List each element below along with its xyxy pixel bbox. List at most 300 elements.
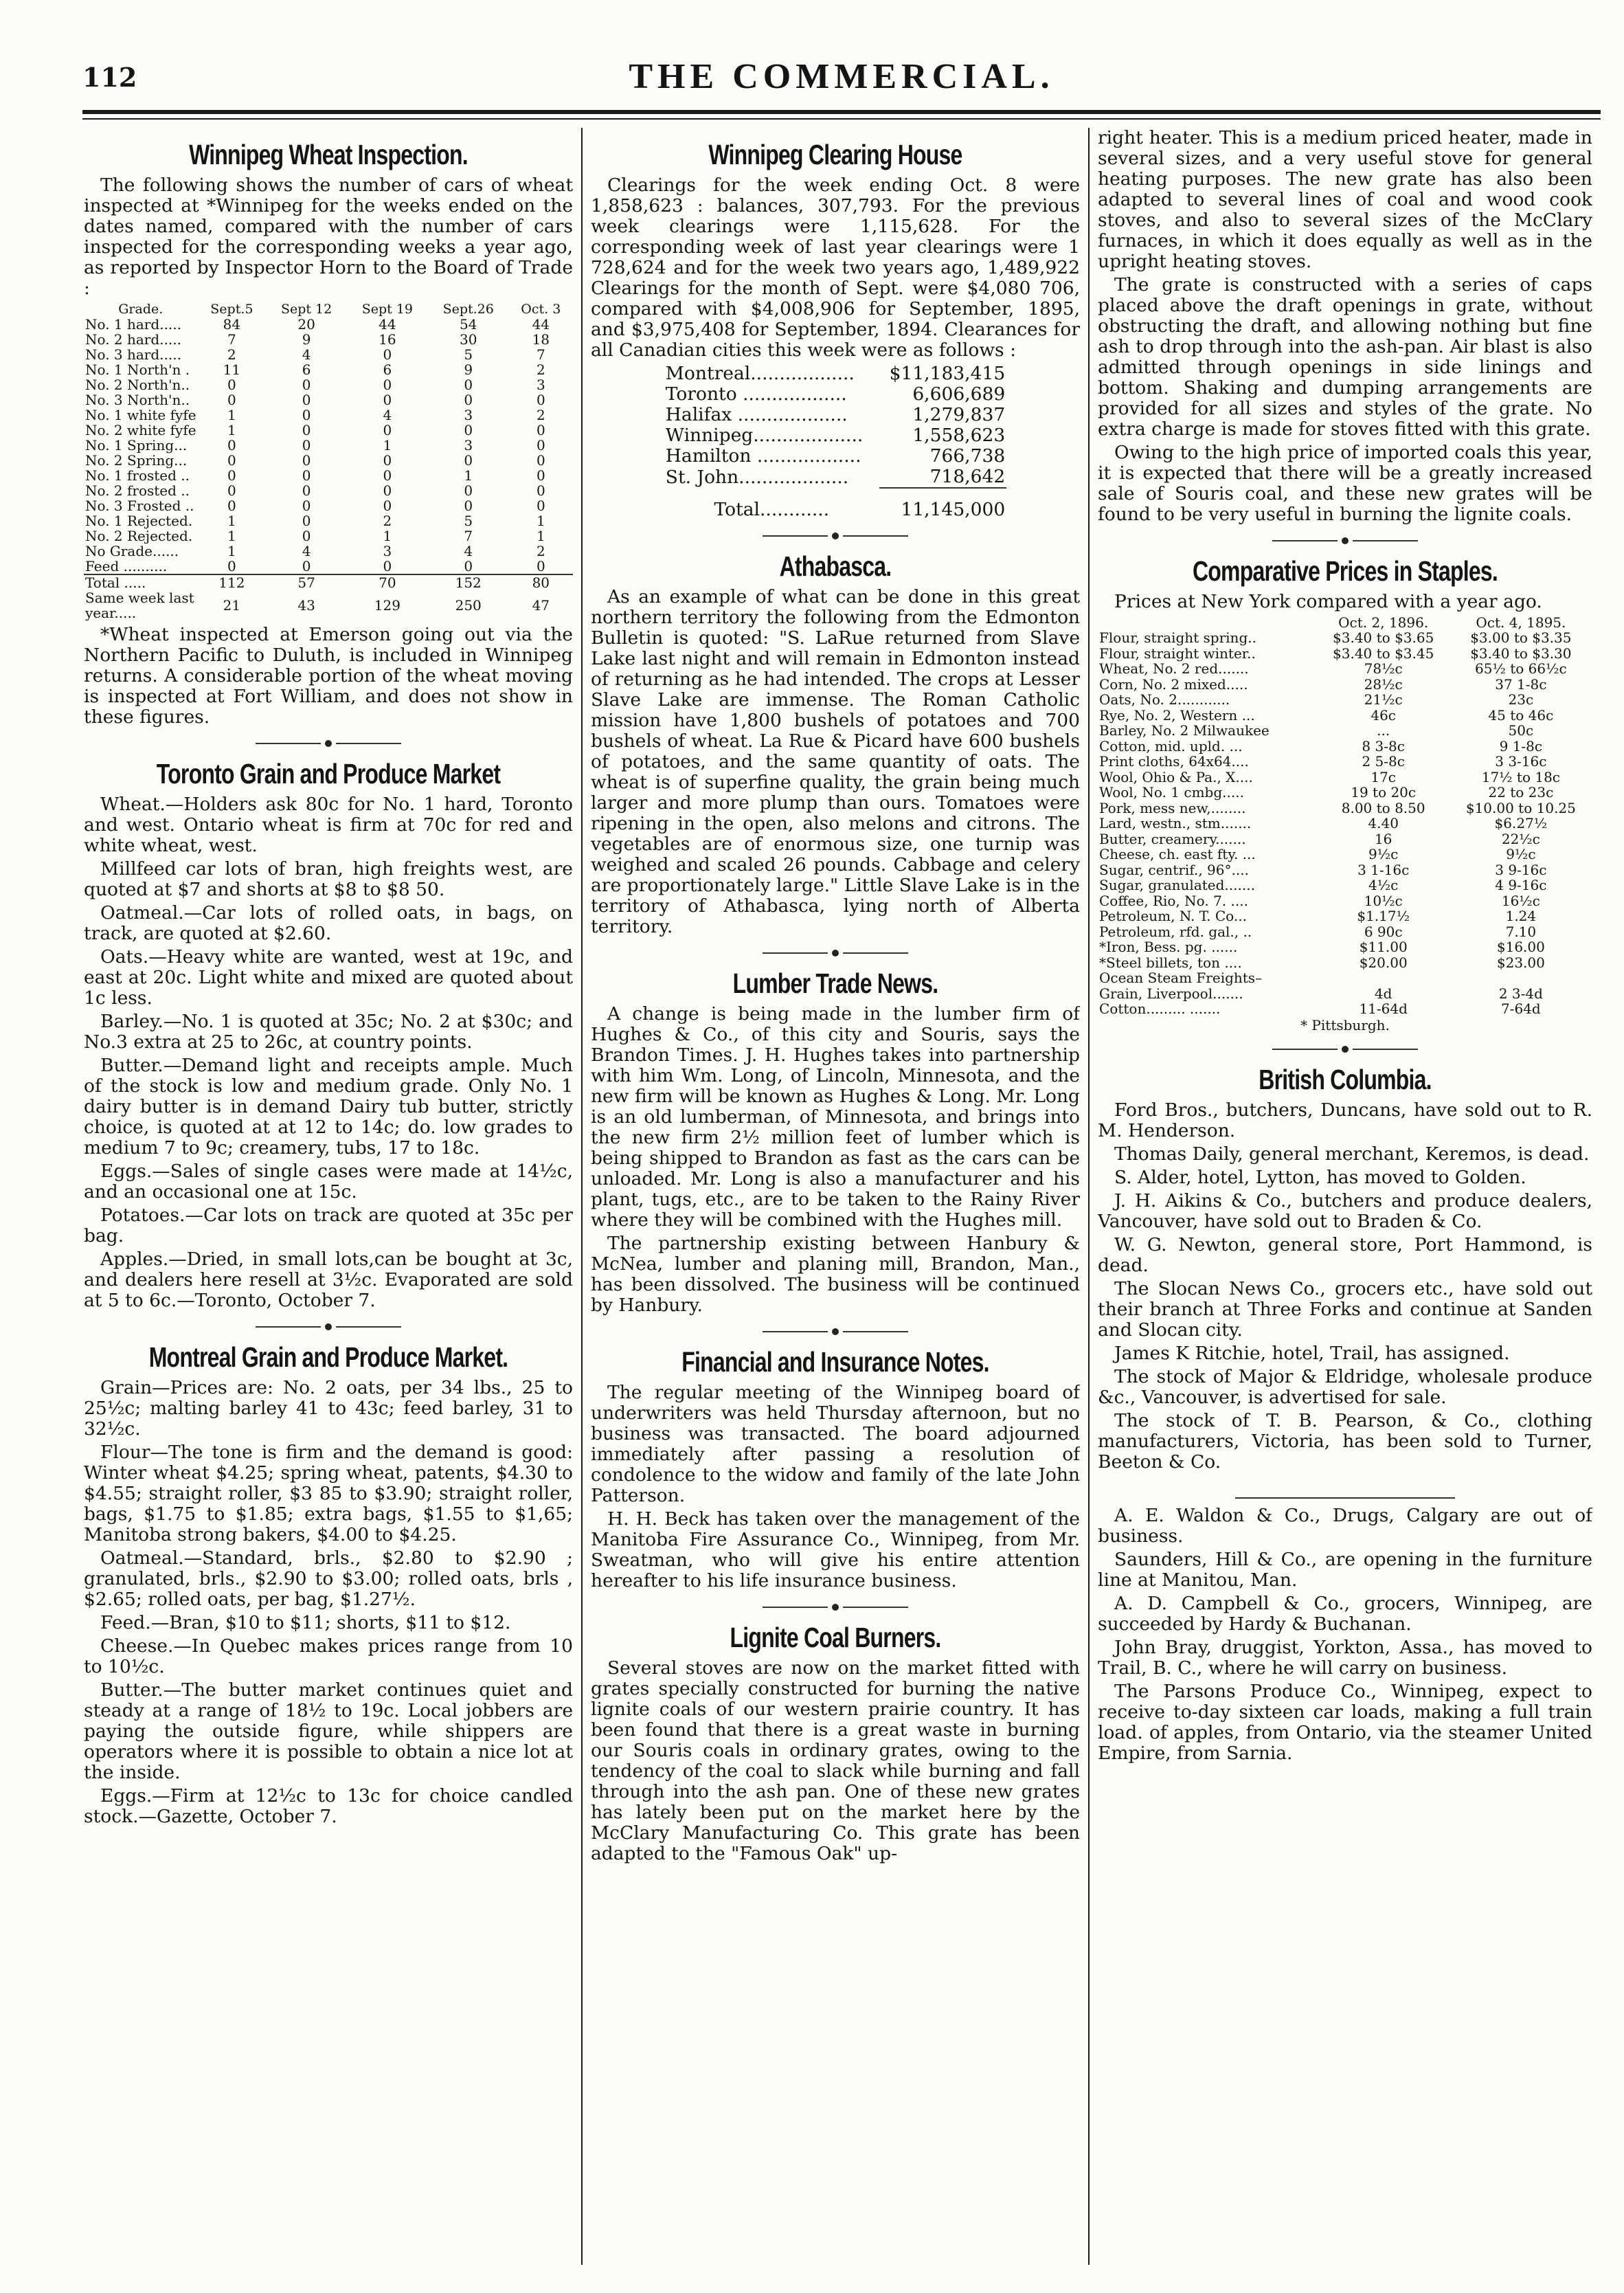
- table-cell: 50c: [1508, 722, 1534, 739]
- table-cell: 0: [464, 558, 473, 574]
- table-cell: No. 2 hard.....: [85, 331, 181, 348]
- table-cell: 84: [223, 316, 241, 333]
- table-cell: 65½ to 66½c: [1475, 660, 1567, 677]
- table-cell: $11.00: [1359, 939, 1408, 955]
- table-cell: 0: [227, 497, 236, 514]
- table-cell: 11: [223, 361, 241, 378]
- table-cell: 1: [227, 407, 236, 423]
- paragraph: The regular meeting of the Winnipeg board of underwriters was held Thursday afternoon, but no business was transacted. The board adjourned immediately after passing a resolution of condolence to the widow and family of the late John Patterson.: [591, 1382, 1080, 1506]
- table-cell: Same week last year.....: [85, 590, 194, 621]
- table-cell: *Iron, Bess. pg. ......: [1099, 939, 1238, 955]
- table-row: [664, 425, 1006, 446]
- table-cell: 2: [227, 346, 236, 363]
- table-row: [664, 467, 1006, 488]
- table-cell: Barley, No. 2 Milwaukee: [1099, 722, 1270, 739]
- paragraph: Wheat.—Holders ask 80c for No. 1 hard, Toronto and west. Ontario wheat is firm at 70c for red and white wheat, west.: [84, 794, 573, 856]
- table-cell: 0: [302, 513, 311, 529]
- table-cell: Flour, straight winter..: [1099, 645, 1256, 662]
- column-header: Sept.5: [210, 302, 253, 317]
- table-cell: 7.10: [1505, 923, 1537, 940]
- lignite-article: [591, 1622, 1080, 1864]
- column-header: Sept 12: [280, 302, 332, 317]
- table-cell: Grain, Liverpool.......: [1099, 985, 1243, 1002]
- financial-article: [591, 1346, 1080, 1591]
- table-row: [1098, 739, 1592, 754]
- table-cell: 0: [464, 452, 473, 469]
- table-cell: 1: [227, 422, 236, 438]
- paragraph: The Parsons Produce Co., Winnipeg, expect to receive to-day sixteen car loads, making a full train load. of apples, from Ontario, via the steamer United Empire, from Sarnia.: [1098, 1680, 1592, 1764]
- table-cell: No. 3 Frosted ..: [85, 497, 194, 514]
- section-separator: [591, 1328, 1080, 1335]
- table-cell: 0: [227, 437, 236, 454]
- table-cell: 0: [464, 422, 473, 438]
- table-cell: 8 3-8c: [1362, 737, 1405, 754]
- table-cell: 37 1-8c: [1495, 675, 1547, 693]
- table-cell: 0: [536, 422, 545, 438]
- table-row: [1098, 708, 1592, 724]
- table-cell: 0: [383, 392, 392, 408]
- table-cell: No. 1 white fyfe: [85, 407, 196, 423]
- table-cell: 1,558,623: [912, 425, 1006, 446]
- paragraph: John Bray, druggist, Yorkton, Assa., has moved to Trail, B. C., where he will carry on business.: [1098, 1636, 1592, 1679]
- table-cell: Cotton......... .......: [1099, 1000, 1221, 1017]
- table-row: [1098, 862, 1592, 878]
- wheat-inspection-article: [84, 139, 573, 728]
- table-cell: 3 3-16c: [1495, 753, 1547, 770]
- column-header: Sept 19: [361, 302, 414, 317]
- table-cell: Cheese, ch. east fty. ...: [1099, 846, 1256, 862]
- table-cell: 0: [302, 422, 311, 438]
- table-cell: 0: [383, 558, 392, 574]
- table-row: [1098, 785, 1592, 801]
- table-row: [84, 528, 573, 544]
- table-cell: 18: [532, 331, 550, 348]
- table-cell: 0: [227, 392, 236, 408]
- table-cell: 0: [227, 467, 236, 484]
- table-cell: No. 1 Spring...: [85, 437, 188, 454]
- page-number: 112: [82, 62, 137, 93]
- table-cell: $3.00 to $3.35: [1470, 629, 1572, 646]
- table-cell: 11-64d: [1359, 1000, 1408, 1017]
- table-cell: [1450, 970, 1592, 986]
- table-cell: Corn, No. 2 mixed.....: [1099, 675, 1248, 693]
- table-cell: 0: [383, 497, 392, 514]
- section-separator: [1098, 1497, 1592, 1499]
- lignite-continued: [1098, 128, 1592, 525]
- table-cell: 0: [227, 558, 236, 574]
- table-cell: 0: [536, 497, 545, 514]
- table-cell: 78½c: [1364, 660, 1403, 677]
- paragraph: Apples.—Dried, in small lots,can be bought at 3c, and dealers here resell at 3½c. Evaporated are sold at 5 to 6c.—Toronto, October 7.: [84, 1249, 573, 1311]
- table-cell: 3 9-16c: [1495, 861, 1547, 878]
- table-cell: Lard, westn., stm.......: [1099, 815, 1252, 831]
- table-cell: 3: [464, 407, 473, 423]
- table-cell: 5: [464, 513, 473, 529]
- toronto-article: [84, 758, 573, 1311]
- table-cell: 4: [383, 407, 392, 423]
- paragraph: Potatoes.—Car lots on track are quoted at 35c per bag.: [84, 1205, 573, 1246]
- table-cell: $1.17½: [1357, 908, 1410, 924]
- paragraph: Butter.—The butter market continues quiet and steady at a range of 18½ to 19c. Local jobbers are paying the outside figure, while shippers are operators where it is possible to obtain a nice lot at the inside.: [84, 1679, 573, 1783]
- section-separator: [591, 950, 1080, 957]
- article-intro: The following shows the number of cars of wheat inspected at *Winnipeg for the weeks ended on the dates named, compared with the number of cars inspected for the corresponding weeks a year ago, as reported by Inspector Horn to the Board of Trade :: [84, 175, 573, 299]
- table-row: [84, 498, 573, 513]
- total-row: [664, 488, 1006, 520]
- paragraph: J. H. Aikins & Co., butchers and produce dealers, Vancouver, have sold out to Braden & Co.: [1098, 1189, 1592, 1232]
- table-cell: 4d: [1374, 985, 1392, 1002]
- table-cell: 16½c: [1501, 892, 1540, 909]
- table-cell: 6 90c: [1364, 923, 1403, 940]
- table-row: [1098, 955, 1592, 971]
- montreal-article: [84, 1341, 573, 1827]
- table-cell: 0: [383, 467, 392, 484]
- table-cell: $23.00: [1496, 954, 1545, 971]
- table-cell: Montreal..................: [665, 363, 855, 384]
- paragraph: Several stoves are now on the market fitted with grates specially constructed for burning the native lignite coals of our western prairie country. It has been found that there is a great waste in burning our Souris coals in ordinary grates, owing to the tendency of the coal to slack while burning and fall through into the ash pan. One of these new grates has lately been put on the market here by the McClary Manufacturing Co. This grate has been adapted to the "Famous Oak" up-: [591, 1657, 1080, 1864]
- table-cell: 4: [302, 346, 311, 363]
- table-row: [1098, 893, 1592, 909]
- table-cell: 0: [383, 452, 392, 469]
- table-cell: 44: [532, 316, 550, 333]
- table-row: [1098, 877, 1592, 893]
- table-cell: 7: [464, 528, 473, 544]
- article-footnote: *Wheat inspected at Emerson going out via the Northern Pacific to Duluth, is included in Winnipeg returns. A considerable portion of the wheat moving is inspected at Fort William, and does not show in these figures.: [84, 624, 573, 728]
- table-cell: [1318, 970, 1450, 986]
- table-cell: 6: [383, 361, 392, 378]
- section-separator: [84, 740, 573, 747]
- table-row: [1098, 970, 1592, 986]
- table-row: [1098, 831, 1592, 847]
- table-cell: 1: [383, 528, 392, 544]
- paragraph: Thomas Daily, general merchant, Keremos, is dead.: [1114, 1143, 1590, 1165]
- table-cell: 3: [464, 437, 473, 454]
- table-cell: 0: [227, 482, 236, 499]
- paragraph: Oats.—Heavy white are wanted, west at 19c, and east at 20c. Light white and mixed are quoted about 1c less.: [84, 946, 573, 1009]
- table-row: [1098, 908, 1592, 924]
- table-cell: 17c: [1371, 768, 1396, 785]
- table-cell: 2: [383, 513, 392, 529]
- table-row: [1098, 646, 1592, 662]
- table-row: [1098, 630, 1592, 646]
- table-cell: Total .....: [85, 574, 146, 591]
- paragraph: H. H. Beck has taken over the management of the Manitoba Fire Assurance Co., Winnipeg, from Mr. Sweatman, who will give his entire attention hereafter to his life insurance business.: [591, 1508, 1080, 1591]
- table-cell: 1: [227, 513, 236, 529]
- paragraph: A. E. Waldon & Co., Drugs, Calgary are out of business.: [1098, 1504, 1592, 1547]
- table-cell: 1: [536, 513, 545, 529]
- table-cell: No. 2 Rejected.: [85, 528, 193, 544]
- table-cell: 718,642: [929, 466, 1006, 487]
- table-cell: 1.24: [1505, 908, 1537, 924]
- total-value: 11,145,000: [879, 488, 1006, 520]
- table-row: [1098, 661, 1592, 677]
- paragraph: Owing to the high price of imported coals this year, it is expected that there will be a greatly increased sale of Souris coal, and these new grates will be found to be very useful in burning the lignite coals.: [1098, 442, 1592, 525]
- table-cell: $20.00: [1359, 954, 1408, 971]
- table-cell: 1: [227, 543, 236, 559]
- table-cell: $11,183,415: [889, 363, 1006, 384]
- table-row: [84, 347, 573, 362]
- table-row: [84, 544, 573, 559]
- table-cell: Rye, No. 2, Western ...: [1099, 706, 1255, 724]
- masthead-rule: [82, 110, 1601, 114]
- table-cell: Coffee, Rio, No. 7. ....: [1099, 892, 1248, 909]
- table-cell: 0: [302, 392, 311, 408]
- table-cell: 9½c: [1506, 846, 1536, 862]
- table-row: [1098, 723, 1592, 739]
- total-label: Total............: [714, 498, 830, 520]
- table-cell: 2: [536, 361, 545, 378]
- table-row: [1098, 677, 1592, 693]
- table-cell: Pork, mess new,........: [1099, 799, 1246, 816]
- section-separator: [1098, 537, 1592, 544]
- table-cell: 9½c: [1368, 846, 1399, 862]
- table-cell: $3.40 to $3.65: [1333, 629, 1434, 646]
- article-title: Montreal Grain and Produce Market.: [148, 1341, 508, 1373]
- table-cell: 17½ to 18c: [1481, 768, 1560, 785]
- table-row: [1098, 816, 1592, 831]
- table-row: [84, 423, 573, 438]
- table-cell: 0: [464, 482, 473, 499]
- table-row: [1098, 1001, 1592, 1017]
- column-2: [591, 128, 1080, 2272]
- table-cell: 152: [455, 574, 482, 591]
- paragraph: Butter.—Demand light and receipts ample. Much of the stock is low and medium grade. Only No. 1 dairy butter is in demand Dairy tub butter, strictly choice, is quoted at at 12 to 14c; do. low grades to medium 7 to 9c; creamery, tubs, 17 to 18c.: [84, 1055, 573, 1159]
- table-cell: 0: [302, 482, 311, 499]
- table-cell: 0: [227, 452, 236, 469]
- table-row: [1098, 986, 1592, 1002]
- paragraph: The stock of Major & Eldridge, wholesale produce &c., Vancouver, is advertised for sale.: [1098, 1365, 1592, 1408]
- paragraph: S. Alder, hotel, Lytton, has moved to Golden.: [1114, 1166, 1526, 1188]
- table-cell: 0: [227, 377, 236, 393]
- table-cell: 47: [532, 597, 550, 614]
- newspaper-title: THE COMMERCIAL.: [629, 57, 1055, 96]
- table-cell: $16.00: [1496, 939, 1545, 955]
- table-cell: 0: [383, 482, 392, 499]
- table-cell: Ocean Steam Freights–: [1099, 970, 1263, 986]
- table-row: [664, 384, 1006, 405]
- table-cell: 0: [302, 467, 311, 484]
- table-cell: 0: [536, 452, 545, 469]
- section-separator: [1098, 1046, 1592, 1053]
- comparative-prices-article: [1098, 555, 1592, 1033]
- paragraph: Ford Bros., butchers, Duncans, have sold out to R. M. Henderson.: [1098, 1099, 1592, 1141]
- paragraph: W. G. Newton, general store, Port Hammond, is dead.: [1098, 1233, 1592, 1276]
- table-cell: 21: [223, 597, 241, 614]
- article-title: Winnipeg Wheat Inspection.: [189, 139, 468, 170]
- paragraph: Oatmeal.—Standard, brls., $2.80 to $2.90 ; granulated, brls., $2.90 to $3.00; rolled oats, brls , $2.65; rolled oats, per bag, $1.27½.: [84, 1547, 573, 1610]
- table-row: [84, 332, 573, 347]
- table-cell: 6: [302, 361, 311, 378]
- table-cell: No. 3 North'n..: [85, 392, 190, 408]
- table-cell: No. 1 frosted ..: [85, 467, 190, 484]
- column-header: Sept.26: [442, 302, 494, 317]
- table-row: [84, 590, 573, 620]
- article-title: Financial and Insurance Notes.: [681, 1346, 989, 1378]
- prices-footnote: * Pittsburgh.: [1300, 1016, 1390, 1033]
- table-cell: 70: [379, 574, 396, 591]
- table-row: [1098, 692, 1592, 708]
- table-cell: 7: [227, 331, 236, 348]
- table-cell: 0: [302, 452, 311, 469]
- article-intro: Clearings for the week ending Oct. 8 were 1,858,623 : balances, 307,793. For the previous week clearings were 1,115,628. For the corresponding week of last year clearings were 1 728,624 and for the week two years ago, 1,489,922 Clearings for the month of Sept. were $4,080 706, compared with $4,008,906 for September, 1895, and $3,975,408 for September, 1894. Clearances for all Canadian cities this week were as follows :: [591, 175, 1080, 361]
- table-cell: 112: [218, 574, 245, 591]
- paragraph: The partnership existing between Hanbury & McNea, lumber and planing mill, Brandon, Man., has been dissolved. The business will be continued by Hanbury.: [591, 1233, 1080, 1316]
- table-cell: 54: [459, 316, 477, 333]
- table-cell: 0: [536, 482, 545, 499]
- table-cell: 16: [1374, 830, 1392, 847]
- table-row: [84, 559, 573, 574]
- table-cell: 2: [536, 407, 545, 423]
- table-cell: 16: [379, 331, 396, 348]
- table-cell: Oats, No. 2............: [1099, 691, 1230, 708]
- section-separator: [84, 1323, 573, 1330]
- table-row: [84, 377, 573, 392]
- paragraph: Flour—The tone is firm and the demand is good: Winter wheat $4.25; spring wheat, patents, $4.30 to $4.55; straight roller, $3 85 to $3.90; straight roller, bags, $1.75 to $1.85; extra bags, $1.55 to $1,65; Manitoba strong bakers, $4.00 to $4.25.: [84, 1442, 573, 1545]
- table-cell: 44: [379, 316, 396, 333]
- table-cell: 4½c: [1368, 877, 1399, 893]
- paragraph: Cheese.—In Quebec makes prices range from 10 to 10½c.: [84, 1635, 573, 1677]
- table-cell: 0: [536, 558, 545, 574]
- table-cell: 45 to 46c: [1488, 706, 1554, 724]
- table-cell: 2 3-4d: [1498, 985, 1543, 1002]
- column-header: Oct. 4, 1895.: [1476, 614, 1566, 631]
- masthead-rule-thin: [82, 118, 1601, 120]
- table-cell: 0: [464, 377, 473, 393]
- table-cell: 0: [383, 377, 392, 393]
- table-cell: No. 2 frosted ..: [85, 482, 190, 499]
- table-row: [84, 407, 573, 423]
- table-cell: 0: [302, 528, 311, 544]
- table-cell: No. 3 hard.....: [85, 346, 181, 363]
- table-cell: Flour, straight spring..: [1099, 629, 1256, 646]
- table-row: [84, 468, 573, 483]
- table-cell: 57: [297, 574, 315, 591]
- paragraph: Eggs.—Sales of single cases were made at 14½c, and an occasional one at 15c.: [84, 1161, 573, 1203]
- paragraph: The Slocan News Co., grocers etc., have sold out their branch at Three Forks and continue at Sanden and Slocan city.: [1098, 1277, 1592, 1341]
- table-cell: 46c: [1371, 706, 1396, 724]
- table-row: [1098, 770, 1592, 785]
- table-cell: 1: [383, 437, 392, 454]
- table-cell: No Grade......: [85, 543, 179, 559]
- table-row: [664, 446, 1006, 467]
- table-cell: Halifax ...................: [665, 404, 848, 425]
- table-row: [84, 513, 573, 528]
- table-cell: No. 2 white fyfe: [85, 422, 196, 438]
- paragraph: As an example of what can be done in this great northern territory the following from the Edmonton Bulletin is quoted: "S. LaRue returned from Slave Lake last night and will remain in Edmonton instead of returning as he had intended. The crops at Lesser Slave Lake are immense. The Roman Catholic mission have 1,800 bushels of potatoes and 700 bushels of wheat. La Rue & Picard have 600 bushels of potatoes, and the same quantity of oats. The wheat is of superfine quality, the grain being much larger and more plump than ours. Tomatoes were ripening in the open, also melons and citrons. The vegetables are of enormous size, one turnip was weighed and scaled 26 pounds. Cabbage and celery are proportionately large." Little Slave Lake is in the territory of Athabasca, lying north of Alberta territory.: [591, 586, 1080, 937]
- table-cell: 0: [383, 346, 392, 363]
- table-cell: No. 1 hard.....: [85, 316, 181, 333]
- table-row: [84, 453, 573, 468]
- table-cell: 6,606,689: [912, 383, 1006, 405]
- table-cell: 3: [536, 377, 545, 393]
- table-cell: *Steel billets, ton ....: [1099, 954, 1242, 971]
- table-cell: 0: [464, 392, 473, 408]
- table-cell: 1: [536, 528, 545, 544]
- table-cell: 0: [302, 558, 311, 574]
- table-row: [84, 317, 573, 332]
- table-row: [1098, 801, 1592, 816]
- table-cell: 4: [302, 543, 311, 559]
- table-cell: 1,279,837: [912, 404, 1006, 425]
- table-cell: 250: [455, 597, 482, 614]
- table-cell: 3 1-16c: [1357, 861, 1410, 878]
- table-cell: 9: [302, 331, 311, 348]
- paragraph: Saunders, Hill & Co., are opening in the furniture line at Manitou, Man.: [1098, 1548, 1592, 1591]
- table-cell: No. 2 North'n..: [85, 377, 190, 393]
- prices-table: [1098, 615, 1592, 1017]
- column-header: [1098, 615, 1318, 630]
- table-row: [1098, 939, 1592, 955]
- table-cell: No. 1 North'n .: [85, 361, 190, 378]
- table-cell: Petroleum, N. T. Co...: [1099, 908, 1247, 924]
- paragraph: Eggs.—Firm at 12½c to 13c for choice candled stock.—Gazette, October 7.: [84, 1785, 573, 1827]
- table-row: [84, 574, 573, 590]
- table-cell: 766,738: [929, 445, 1006, 467]
- table-row: [1098, 847, 1592, 862]
- inspection-table: [84, 302, 573, 620]
- table-row: [84, 483, 573, 498]
- table-cell: $3.40 to $3.30: [1470, 645, 1572, 662]
- column-1: [84, 128, 573, 2272]
- table-row: [1098, 754, 1592, 770]
- table-cell: 43: [297, 597, 315, 614]
- table-cell: 0: [302, 377, 311, 393]
- article-title: Comparative Prices in Staples.: [1192, 555, 1498, 587]
- table-cell: Cotton, mid. upld. ...: [1099, 737, 1243, 754]
- article-title: Lumber Trade News.: [732, 967, 938, 999]
- column-divider: [1088, 128, 1090, 2265]
- table-cell: 4: [464, 543, 473, 559]
- table-cell: $3.40 to $3.45: [1333, 645, 1434, 662]
- table-cell: 23c: [1508, 691, 1534, 708]
- table-cell: 0: [536, 437, 545, 454]
- column-divider: [581, 128, 583, 2265]
- table-cell: 19 to 20c: [1351, 784, 1417, 801]
- table-cell: 2 5-8c: [1362, 753, 1405, 770]
- table-cell: Feed ..........: [85, 558, 168, 574]
- paragraph: The grate is constructed with a series of caps placed above the draft openings in grate, without obstructing the draft, and allowing nothing but fine ash to drop through into the ash-pan. Air blast is also admitted through openings in side linings and bottom. Shaking and dumping arrangements are provided for all sizes and styles of the grate. No extra charge is made for stoves fitted with this grate.: [1098, 274, 1592, 440]
- article-intro: Prices at New York compared with a year ago.: [1114, 591, 1542, 612]
- table-cell: Sugar, centrif., 96°....: [1099, 861, 1249, 878]
- paragraph: James K Ritchie, hotel, Trail, has assigned.: [1114, 1342, 1510, 1364]
- table-cell: 0: [383, 422, 392, 438]
- masthead: [82, 57, 1601, 102]
- table-cell: 20: [297, 316, 315, 333]
- article-title: Winnipeg Clearing House: [708, 139, 962, 170]
- table-cell: 4.40: [1368, 815, 1399, 831]
- table-cell: 21½c: [1364, 691, 1403, 708]
- table-cell: 0: [464, 497, 473, 514]
- clearances-table: [664, 363, 1006, 520]
- article-title: Toronto Grain and Produce Market: [156, 758, 501, 790]
- table-row: [84, 362, 573, 377]
- table-cell: 2: [536, 543, 545, 559]
- table-cell: Butter, creamery.......: [1099, 830, 1246, 847]
- paragraph: Oatmeal.—Car lots of rolled oats, in bags, on track, are quoted at $2.60.: [84, 902, 573, 944]
- table-cell: $10.00 to 10.25: [1465, 799, 1576, 816]
- athabasca-article: [591, 550, 1080, 937]
- table-cell: Wool, Ohio & Pa., X....: [1099, 768, 1253, 785]
- column-header: Oct. 2, 1896.: [1338, 614, 1429, 631]
- column-header: Oct. 3: [521, 302, 561, 317]
- table-cell: 1: [227, 528, 236, 544]
- column-header: Grade.: [118, 302, 163, 317]
- table-cell: Wheat, No. 2 red.......: [1099, 660, 1249, 677]
- table-cell: No. 2 Spring...: [85, 452, 188, 469]
- article-title: Lignite Coal Burners.: [730, 1622, 941, 1653]
- paragraph: right heater. This is a medium priced heater, made in several sizes, and a very useful stove for general heating purposes. The new grate has also been adapted to several lines of coal and wood cook stoves, and also to several sizes of the McClary furnaces, in which it does equally as well as in the upright heating stoves.: [1098, 128, 1592, 272]
- paragraph: Grain—Prices are: No. 2 oats, per 34 lbs., 25 to 25½c; malting barley 41 to 43c; feed barley, 31 to 32½c.: [84, 1377, 573, 1440]
- column-3: [1098, 128, 1592, 2272]
